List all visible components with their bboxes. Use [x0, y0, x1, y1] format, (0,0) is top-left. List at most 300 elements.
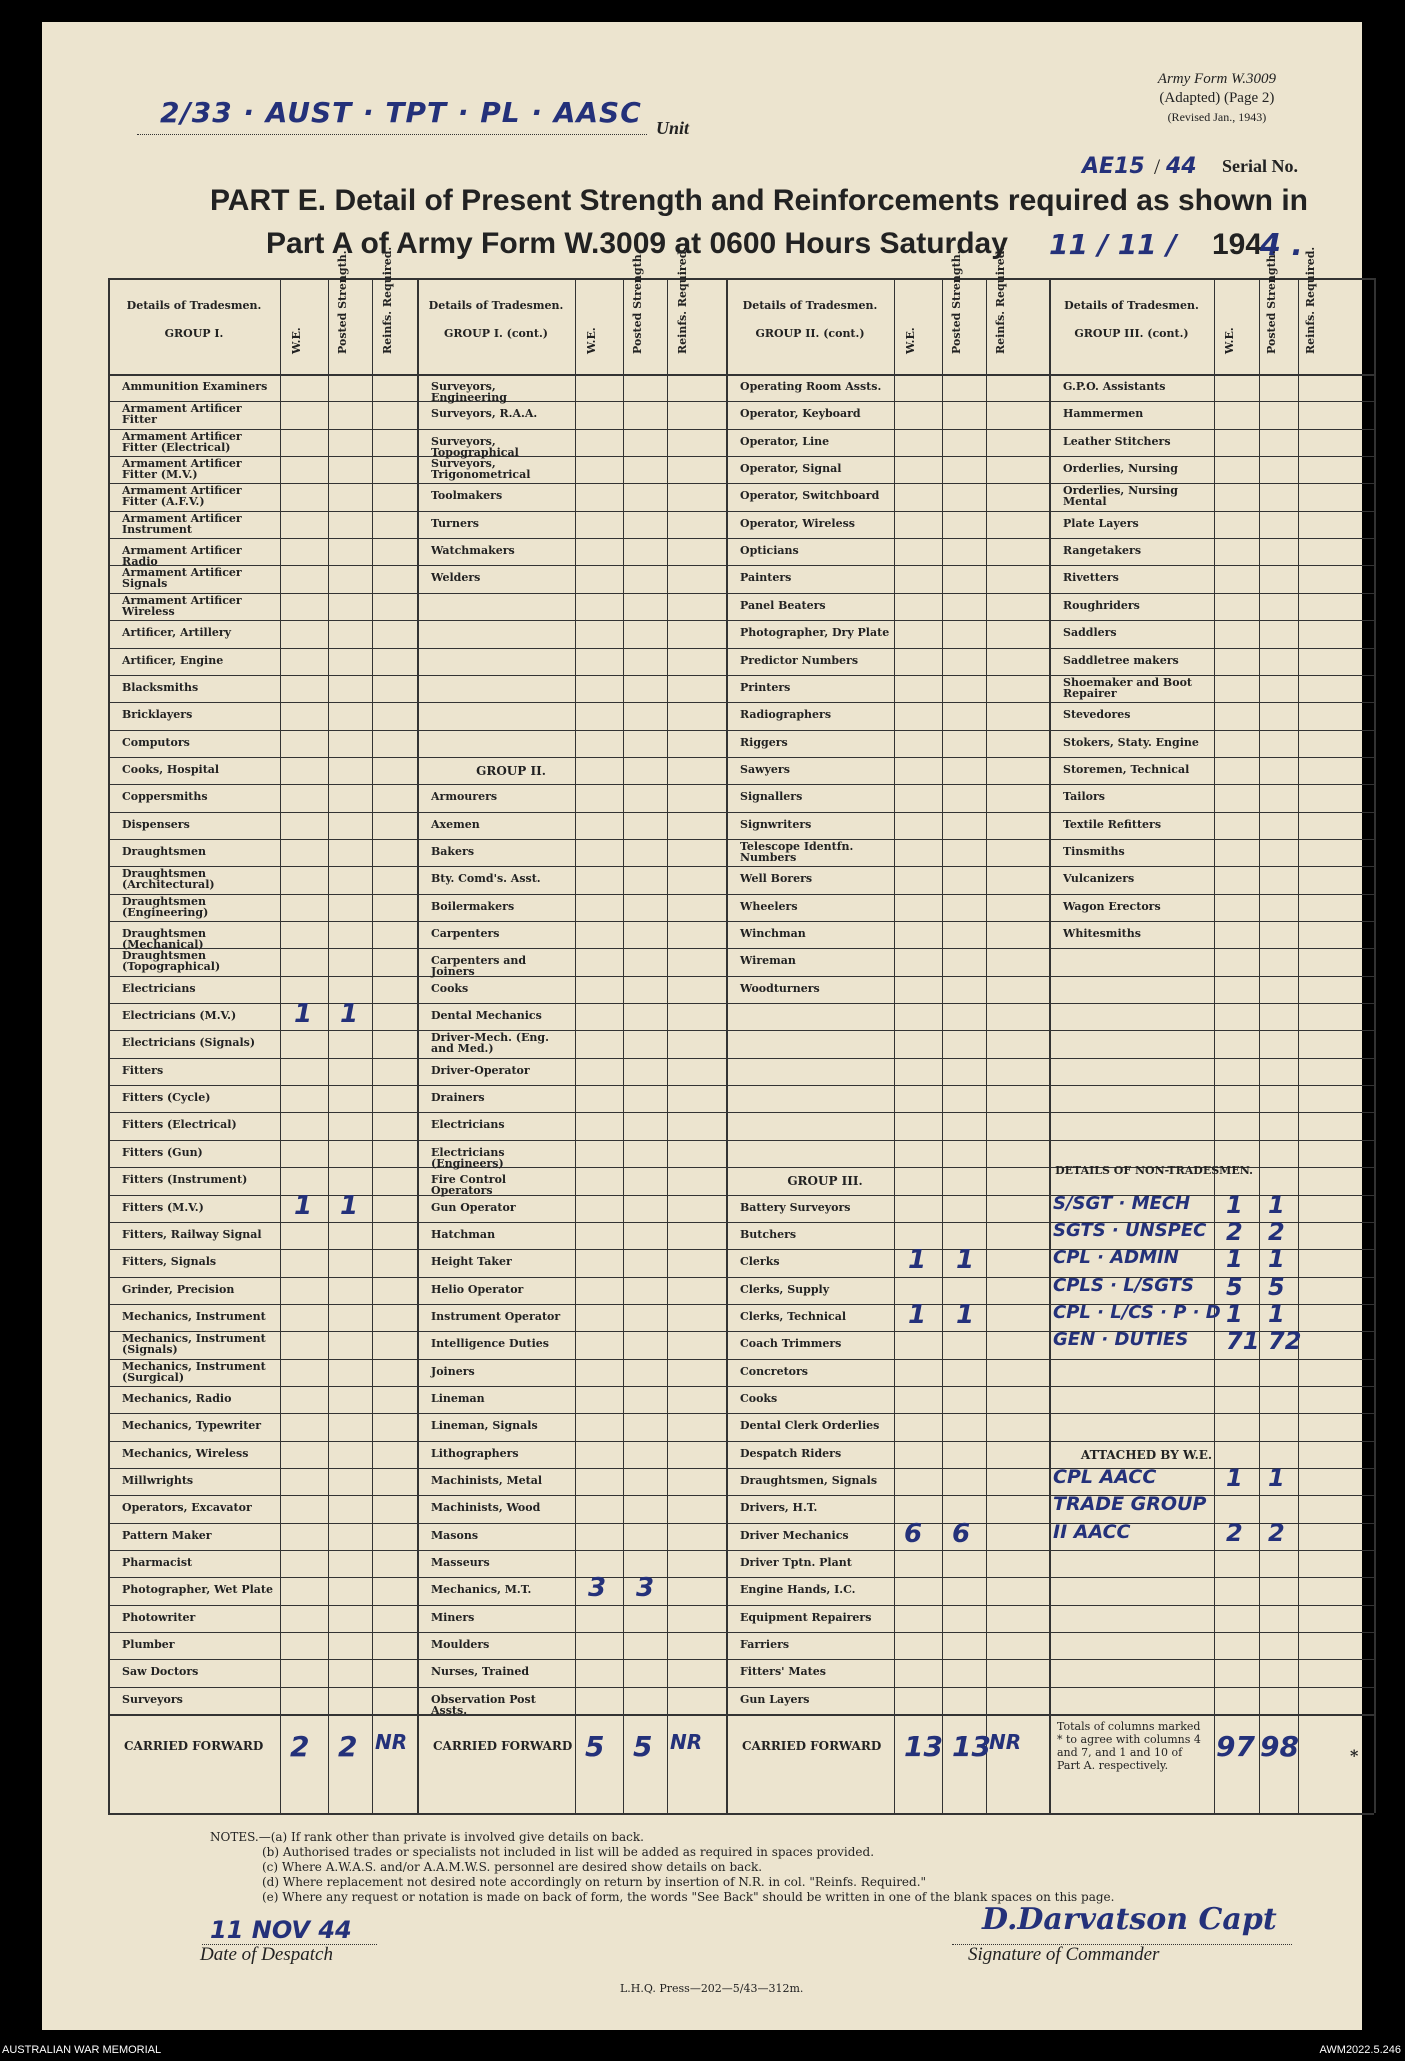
- trade-label: Armament Artificer Fitter: [122, 402, 242, 427]
- totals-star: *: [1350, 1746, 1359, 1766]
- trade-label: Cooks: [740, 1391, 778, 1405]
- trade-label: Printers: [740, 680, 791, 694]
- trade-label: Hatchman: [431, 1227, 496, 1241]
- trade-label: Height Taker: [431, 1255, 512, 1269]
- trade-label: Watchmakers: [431, 544, 515, 558]
- trade-label: Mechanics, Instrument (Surgical): [122, 1359, 266, 1384]
- trade-label: Vulcanizers: [1063, 872, 1135, 886]
- trade-label: Miners: [431, 1610, 475, 1624]
- trade-label: Gun Operator: [431, 1200, 516, 1214]
- header-column-we: W.E.: [904, 327, 917, 354]
- carried-forward-value: 5: [585, 1730, 605, 1764]
- trade-label: Opticians: [740, 544, 799, 558]
- trade-label: Surveyors, R.A.A.: [431, 407, 538, 421]
- serial-hand-a: AE15: [1082, 154, 1145, 179]
- trade-label: Electricians: [122, 981, 196, 995]
- row-line: [108, 1140, 1374, 1141]
- row-line: [108, 1249, 1374, 1250]
- trade-label: Operator, Signal: [740, 462, 842, 476]
- carried-forward-value: NR: [375, 1730, 408, 1755]
- trade-label: Cooks, Hospital: [122, 762, 220, 776]
- column-line: [280, 278, 281, 1813]
- trade-label: Driver-Operator: [431, 1063, 530, 1077]
- attached-posted: 2: [1268, 1518, 1285, 1547]
- non-tradesmen-title: DETAILS OF NON-TRADESMEN.: [1055, 1164, 1253, 1178]
- trade-label: Drainers: [431, 1091, 485, 1105]
- trade-label: Masseurs: [431, 1556, 490, 1570]
- column-line: [372, 278, 373, 1813]
- header-details-label: Details of Tradesmen.: [126, 299, 262, 312]
- trade-label: Fitters, Signals: [122, 1255, 217, 1269]
- carried-forward-label: CARRIED FORWARD: [742, 1739, 882, 1754]
- row-line: [108, 593, 1374, 594]
- trade-label: Carpenters and Joiners: [431, 954, 527, 979]
- row-line: [108, 1605, 1374, 1606]
- trade-label: Surveyors, Trigonometrical: [431, 457, 531, 482]
- carried-forward-value: 2: [290, 1730, 310, 1764]
- trade-label: Predictor Numbers: [740, 653, 859, 667]
- attached-posted: 1: [1268, 1464, 1285, 1492]
- trade-label: Photowriter: [122, 1610, 196, 1624]
- trade-label: Masons: [431, 1528, 479, 1542]
- column-line: [942, 278, 943, 1813]
- attached-we: 2: [1226, 1518, 1243, 1547]
- trade-label: Operator, Wireless: [740, 516, 855, 530]
- trade-label: Armourers: [431, 790, 498, 804]
- trade-label: Fitters: [122, 1063, 164, 1077]
- trade-label: Driver-Mech. (Eng. and Med.): [431, 1031, 549, 1056]
- column-line: [328, 278, 329, 1813]
- title-line-2: Part A of Army Form W.3009 at 0600 Hours Saturday: [266, 227, 1008, 260]
- trade-label: Instrument Operator: [431, 1309, 561, 1323]
- trade-label: Painters: [740, 571, 792, 585]
- trade-label: Machinists, Wood: [431, 1501, 541, 1515]
- carried-forward-value: NR: [989, 1730, 1022, 1755]
- trade-label: Riggers: [740, 735, 788, 749]
- driver-mechanics-we: 6: [904, 1518, 923, 1549]
- non-tradesman-we: 1: [1226, 1299, 1243, 1328]
- non-tradesman-posted: 1: [1268, 1299, 1285, 1328]
- header-column-we: W.E.: [290, 327, 303, 354]
- non-tradesman-name: SGTS · UNSPEC: [1053, 1219, 1207, 1241]
- carried-forward-label: CARRIED FORWARD: [433, 1739, 573, 1754]
- non-tradesman-posted: 72: [1268, 1327, 1302, 1356]
- caption-left: AUSTRALIAN WAR MEMORIAL: [2, 2044, 162, 2056]
- trade-label: Coach Trimmers: [740, 1337, 842, 1351]
- header-column-reinfs: Reinfs. Required.: [1304, 246, 1317, 354]
- row-line: [108, 1030, 1374, 1031]
- trade-label: Dispensers: [122, 817, 190, 831]
- trade-label: Armament Artificer Signals: [122, 566, 242, 591]
- trade-label: Winchman: [740, 927, 806, 940]
- trade-label: Armament Artificer Instrument: [122, 511, 242, 536]
- trade-label: Bricklayers: [122, 708, 193, 722]
- header-group-label: GROUP II. (cont.): [755, 327, 865, 340]
- row-line: [108, 1687, 1374, 1688]
- header-group-label: GROUP III. (cont.): [1074, 327, 1189, 340]
- trade-label: Draughtsmen (Architectural): [122, 867, 215, 892]
- mechanics-mt-we: 3: [588, 1573, 607, 1604]
- clerks-we: 1: [908, 1245, 927, 1276]
- row-line: [108, 1441, 1374, 1442]
- row-line: [108, 948, 1374, 949]
- trade-label: Storemen, Technical: [1063, 762, 1190, 776]
- trade-label: Orderlies, Nursing Mental: [1063, 484, 1178, 509]
- trade-label: Electricians: [431, 1118, 505, 1132]
- form-reference: Army Form W.3009 (Adapted) (Page 2) (Revised Jan., 1943): [1157, 71, 1276, 124]
- trade-label: Artificer, Engine: [122, 653, 224, 667]
- header-column-posted: Posted Strength.: [631, 250, 644, 354]
- trade-label: Butchers: [740, 1227, 797, 1241]
- header-group-label: GROUP I.: [164, 327, 224, 340]
- trade-label: Helio Operator: [431, 1282, 524, 1296]
- carried-forward-we-total: 97: [1216, 1730, 1255, 1764]
- attached-title: ATTACHED BY W.E.: [1080, 1447, 1213, 1462]
- trade-label: Operator, Line: [740, 434, 830, 448]
- row-line: [108, 1577, 1374, 1578]
- row-line: [108, 702, 1374, 703]
- header-details-label: Details of Tradesmen.: [428, 299, 564, 312]
- trade-label: Plate Layers: [1063, 516, 1139, 530]
- row-line: [108, 1468, 1374, 1469]
- despatch-label: Date of Despatch: [200, 1944, 333, 1965]
- non-tradesman-we: 71: [1226, 1327, 1260, 1356]
- header-column-posted: Posted Strength.: [950, 250, 963, 354]
- column-line: [894, 278, 895, 1813]
- attached-name: CPL AACC: [1053, 1466, 1157, 1488]
- trade-label: Shoemaker and Boot Repairer: [1063, 675, 1192, 700]
- attached-name: II AACC: [1053, 1520, 1131, 1543]
- carried-forward-value: 13: [952, 1730, 991, 1764]
- trade-label: Farriers: [740, 1638, 790, 1652]
- trade-label: Fitters (Cycle): [122, 1091, 211, 1105]
- trade-label: Dental Mechanics: [431, 1009, 542, 1023]
- trade-label: Draughtsmen, Signals: [740, 1474, 878, 1487]
- trade-label: Armament Artificer Radio: [122, 544, 242, 569]
- caption-right: AWM2022.5.246: [1319, 2044, 1401, 2056]
- title-year-hand: 4 .: [1260, 228, 1303, 263]
- clerks-technical-we: 1: [908, 1299, 927, 1330]
- non-tradesman-we: 1: [1226, 1190, 1243, 1219]
- trade-label: Mechanics, Radio: [122, 1391, 232, 1405]
- trade-label: Draughtsmen (Topographical): [122, 949, 221, 974]
- trade-label: Nurses, Trained: [431, 1665, 530, 1679]
- commander-signature: D.Darvatson Capt: [982, 1902, 1277, 1937]
- attached-name: TRADE GROUP: [1053, 1493, 1207, 1516]
- row-line: [108, 565, 1374, 566]
- trade-label: Bty. Comd's. Asst.: [431, 872, 541, 886]
- trade-label: Despatch Riders: [740, 1446, 842, 1460]
- trade-label: Engine Hands, I.C.: [740, 1583, 856, 1597]
- trade-label: Fitters (Instrument): [122, 1173, 248, 1187]
- trade-label: Electricians (Signals): [122, 1036, 256, 1050]
- trade-label: Clerks: [740, 1255, 780, 1269]
- trade-label: Tinsmiths: [1063, 844, 1125, 858]
- column-line: [417, 278, 419, 1813]
- trade-label: Carpenters: [431, 927, 500, 940]
- trade-label: Roughriders: [1063, 598, 1140, 612]
- column-line: [726, 278, 728, 1813]
- trade-label: Artificer, Artillery: [122, 626, 232, 640]
- row-line: [108, 1550, 1374, 1551]
- trade-label: Well Borers: [740, 872, 813, 886]
- trade-label: Clerks, Supply: [740, 1282, 830, 1296]
- column-line: [575, 278, 576, 1813]
- header-column-we: W.E.: [1222, 327, 1236, 354]
- serial-hand-b: 44: [1166, 154, 1197, 179]
- row-line: [108, 1386, 1374, 1387]
- row-line: [108, 456, 1374, 457]
- trade-label: Draughtsmen (Engineering): [122, 894, 209, 919]
- press-mark: L.H.Q. Press—202—5/43—312m.: [620, 1982, 804, 1995]
- row-line: [108, 401, 1374, 402]
- trade-label: Concretors: [740, 1364, 808, 1378]
- group-iii-title: GROUP III.: [787, 1174, 863, 1189]
- trade-label: Electricians (Engineers): [431, 1145, 505, 1170]
- trade-label: Surveyors: [122, 1692, 183, 1706]
- trade-label: Boilermakers: [431, 899, 515, 913]
- group-ii-title: GROUP II.: [476, 763, 546, 778]
- trade-label: Driver Tptn. Plant: [740, 1556, 852, 1570]
- electricians-mv-we: 1: [294, 999, 313, 1030]
- table-bottom-border: [108, 1813, 1374, 1815]
- column-line: [1259, 278, 1260, 1813]
- trade-label: Tailors: [1063, 790, 1105, 804]
- column-line: [1214, 278, 1215, 1813]
- table-body-end-border: [108, 1714, 1374, 1716]
- driver-mechanics-posted: 6: [952, 1518, 971, 1549]
- trade-label: Saw Doctors: [122, 1665, 199, 1679]
- trade-label: Pattern Maker: [122, 1528, 212, 1542]
- header-details-label: Details of Tradesmen.: [1064, 299, 1199, 312]
- trade-label: Operator, Switchboard: [740, 489, 880, 503]
- trade-label: Operating Room Assts.: [740, 380, 882, 393]
- non-tradesman-posted: 1: [1268, 1245, 1285, 1274]
- trade-label: Armament Artificer Wireless: [122, 593, 242, 618]
- column-line: [623, 278, 624, 1813]
- trade-label: Surveyors, Engineering: [431, 380, 507, 404]
- carried-forward-value: 13: [904, 1730, 943, 1764]
- non-tradesman-we: 2: [1226, 1217, 1243, 1246]
- electricians-mv-posted: 1: [340, 999, 359, 1030]
- trade-label: Equipment Repairers: [740, 1610, 872, 1624]
- trade-label: Dental Clerk Orderlies: [740, 1419, 880, 1433]
- serial-label: Serial No.: [1222, 156, 1298, 176]
- row-line: [108, 538, 1374, 539]
- non-tradesman-name: CPLS · L/SGTS: [1053, 1274, 1194, 1296]
- row-line: [108, 784, 1374, 785]
- row-line: [108, 921, 1374, 922]
- trade-label: Armament Artificer Fitter (Electrical): [122, 429, 242, 454]
- trade-label: Lineman: [431, 1391, 485, 1405]
- trade-label: Surveyors, Topographical: [431, 434, 519, 459]
- row-line: [108, 757, 1374, 758]
- carried-forward-posted-total: 98: [1260, 1730, 1299, 1764]
- row-line: [108, 866, 1374, 867]
- carried-forward-value: 5: [633, 1730, 653, 1764]
- trade-label: Sawyers: [740, 762, 790, 776]
- trade-label: Panel Beaters: [740, 598, 826, 612]
- trade-label: Driver Mechanics: [740, 1528, 849, 1542]
- row-line: [108, 1632, 1374, 1633]
- unit-handwritten: 2/33 · AUST · TPT · PL · AASC: [160, 96, 642, 129]
- table-header-border: [108, 374, 1374, 376]
- trade-label: Turners: [431, 516, 479, 530]
- unit-label: Unit: [656, 118, 690, 138]
- row-line: [108, 730, 1374, 731]
- attached-we: 1: [1226, 1464, 1243, 1492]
- trade-label: G.P.O. Assistants: [1063, 380, 1166, 393]
- trade-label: Clerks, Technical: [740, 1309, 846, 1323]
- trade-label: Woodturners: [740, 981, 820, 995]
- trade-label: Photographer, Wet Plate: [122, 1583, 274, 1597]
- trade-label: Welders: [431, 571, 481, 585]
- row-line: [108, 1085, 1374, 1086]
- row-line: [108, 1112, 1374, 1113]
- row-line: [108, 429, 1374, 430]
- trade-label: Operator, Keyboard: [740, 407, 861, 421]
- trade-label: Lineman, Signals: [431, 1419, 538, 1433]
- trade-label: Pharmacist: [122, 1556, 193, 1570]
- trade-label: Signallers: [740, 790, 803, 804]
- trade-label: Blacksmiths: [122, 680, 199, 694]
- trade-label: Cooks: [431, 981, 469, 995]
- non-tradesman-posted: 5: [1268, 1272, 1285, 1301]
- trade-label: Fitters' Mates: [740, 1665, 826, 1679]
- non-tradesman-posted: 2: [1268, 1217, 1285, 1246]
- trade-label: Draughtsmen: [122, 844, 207, 858]
- trade-label: Gun Layers: [740, 1692, 810, 1706]
- trade-label: Armament Artificer Fitter (M.V.): [122, 457, 242, 482]
- row-line: [108, 1659, 1374, 1660]
- trade-label: Mechanics, M.T.: [431, 1583, 532, 1597]
- trade-label: Wagon Erectors: [1063, 899, 1161, 913]
- trade-label: Machinists, Metal: [431, 1474, 543, 1487]
- row-line: [108, 812, 1374, 813]
- trade-label: Electricians (M.V.): [122, 1009, 237, 1023]
- trade-label: Mechanics, Instrument (Signals): [122, 1332, 266, 1357]
- strength-table: [108, 246, 1374, 1813]
- column-line: [986, 278, 987, 1813]
- row-line: [108, 1523, 1374, 1524]
- trade-label: Textile Refitters: [1063, 817, 1162, 831]
- header-column-reinfs: Reinfs. Required.: [380, 246, 394, 354]
- non-tradesman-we: 1: [1226, 1245, 1243, 1274]
- trade-label: Moulders: [431, 1638, 490, 1652]
- trade-label: Saddletree makers: [1063, 653, 1179, 667]
- row-line: [108, 483, 1374, 484]
- clerks-technical-posted: 1: [956, 1299, 975, 1330]
- carried-forward-value: NR: [670, 1730, 703, 1755]
- column-line: [667, 278, 668, 1813]
- trade-label: Fire Control Operators: [431, 1173, 507, 1198]
- trade-label: Coppersmiths: [122, 790, 208, 804]
- non-tradesman-name: S/SGT · MECH: [1053, 1192, 1191, 1214]
- row-line: [108, 894, 1374, 895]
- trade-label: Operators, Excavator: [122, 1501, 252, 1515]
- title-date-handwritten: 11 / 11 /: [1049, 228, 1177, 261]
- trade-label: Fitters (Electrical): [122, 1118, 237, 1132]
- trade-label: Plumber: [122, 1638, 175, 1652]
- column-line: [1298, 278, 1299, 1813]
- non-tradesman-name: CPL · ADMIN: [1053, 1247, 1179, 1269]
- trade-label: Rangetakers: [1063, 544, 1142, 558]
- trade-label: Ammunition Examiners: [122, 380, 268, 393]
- signature-label: Signature of Commander: [968, 1944, 1160, 1965]
- serial-slash: /: [1154, 154, 1161, 179]
- trade-label: Hammermen: [1063, 407, 1144, 421]
- title-line-1: PART E. Detail of Present Strength and Reinforcements required as shown in: [210, 184, 1308, 217]
- header-details-label: Details of Tradesmen.: [742, 299, 878, 312]
- trade-label: Photographer, Dry Plate: [740, 626, 890, 640]
- trade-label: Wireman: [740, 954, 796, 968]
- row-line: [108, 648, 1374, 649]
- trade-label: Fitters, Railway Signal: [122, 1227, 262, 1241]
- notes: NOTES.—(a) If rank other than private is involved give details on back. (b) Authorised trades or specialists not included in list will be added as required in spaces provided. (c) Where A.W.A.S. and/or A.A.M.W.S. personnel are desired show details on back. (d) Where replacement not desired note accordingly on return by insertion of N.R. in col. "Reinfs. Required." (e) Where any request or notation is made on back of form, the words "See Back" should be written in one of the blank spaces on this page.: [210, 1830, 1115, 1904]
- row-line: [108, 1359, 1374, 1360]
- trade-label: Battery Surveyors: [740, 1200, 851, 1214]
- trade-label: Lithographers: [431, 1446, 519, 1460]
- trade-label: Mechanics, Instrument: [122, 1309, 266, 1323]
- trade-label: Axemen: [431, 817, 480, 831]
- carried-forward-label: CARRIED FORWARD: [124, 1739, 264, 1754]
- row-line: [108, 976, 1374, 977]
- trade-label: Radiographers: [740, 708, 832, 722]
- non-tradesman-posted: 1: [1268, 1190, 1285, 1219]
- trade-label: Stokers, Staty. Engine: [1063, 735, 1199, 749]
- clerks-posted: 1: [956, 1245, 975, 1276]
- trade-label: Intelligence Duties: [431, 1337, 549, 1351]
- row-line: [108, 1058, 1374, 1059]
- carried-forward-value: 2: [338, 1730, 358, 1764]
- trade-label: Observation Post Assts.: [431, 1692, 536, 1717]
- form-sheet: [42, 22, 1362, 2030]
- row-line: [108, 1413, 1374, 1414]
- header-column-posted: Posted Strength.: [336, 250, 349, 354]
- trade-label: Saddlers: [1063, 626, 1117, 640]
- header-group-label: GROUP I. (cont.): [444, 327, 548, 340]
- trade-label: Draughtsmen (Mechanical): [122, 927, 207, 951]
- trade-label: Mechanics, Typewriter: [122, 1419, 262, 1433]
- row-line: [108, 620, 1374, 621]
- despatch-date-hand: 11 NOV 44: [210, 1916, 352, 1944]
- column-line: [1374, 278, 1376, 1813]
- trade-label: Orderlies, Nursing: [1063, 462, 1178, 476]
- column-line: [1049, 278, 1051, 1813]
- header-column-we: W.E.: [585, 327, 598, 354]
- trade-label: Toolmakers: [431, 489, 503, 503]
- header-column-posted: Posted Strength.: [1264, 250, 1278, 354]
- trade-label: Millwrights: [122, 1474, 194, 1487]
- trade-label: Joiners: [431, 1364, 475, 1378]
- row-line: [108, 511, 1374, 512]
- trade-label: Grinder, Precision: [122, 1282, 235, 1296]
- header-column-reinfs: Reinfs. Required.: [675, 246, 689, 354]
- trade-label: Fitters (M.V.): [122, 1200, 204, 1214]
- totals-note: Totals of columns marked * to agree with columns 4 and 7, and 1 and 10 of Part A. respectively.: [1057, 1720, 1201, 1773]
- fitters-mv-posted: 1: [340, 1190, 359, 1221]
- non-tradesman-we: 5: [1226, 1272, 1243, 1301]
- non-tradesman-name: CPL · L/CS · P · D: [1053, 1301, 1221, 1323]
- trade-label: Rivetters: [1063, 571, 1119, 585]
- fitters-mv-we: 1: [294, 1190, 313, 1221]
- trade-label: Telescope Identfn. Numbers: [740, 839, 854, 864]
- trade-label: Stevedores: [1063, 708, 1131, 722]
- trade-label: Armament Artificer Fitter (A.F.V.): [122, 484, 242, 509]
- trade-label: Mechanics, Wireless: [122, 1446, 249, 1460]
- trade-label: Computors: [122, 735, 190, 749]
- trade-label: Bakers: [431, 844, 475, 858]
